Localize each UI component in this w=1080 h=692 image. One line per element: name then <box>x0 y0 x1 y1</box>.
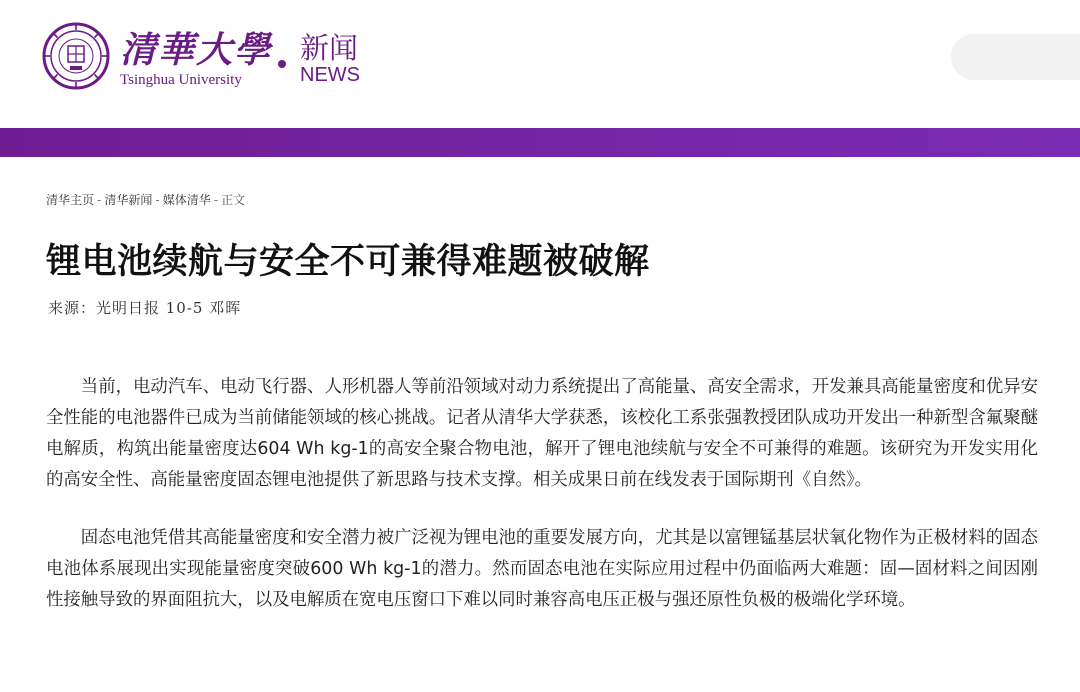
article-source: 来源：光明日报 10-5 邓晖 <box>48 299 242 317</box>
site-header <box>0 0 1080 128</box>
article-paragraph: 当前，电动汽车、电动飞行器、人形机器人等前沿领域对动力系统提出了高能量、高安全需求，开发兼具高能量密度和优异安全性能的电池器件已成为当前储能领域的核心挑战。记者从清华大学获悉，该校化工系张强教授团队成功开发出一种新型含氟聚醚电解质，构筑出能量密度达604 Wh kg-1的高安全聚合物电池，解开了锂电池续航与安全不可兼得的难题。该研究为开发实用化的高安全性、高能量密度固态锂电池提供了新思路与技术支撑。相关成果日前在线发表于国际期刊《自然》。 <box>46 377 1038 490</box>
breadcrumb-news[interactable]: 清华新闻 <box>104 193 153 207</box>
site-logo[interactable] <box>42 20 382 92</box>
brand-name-cn: 清華大學 <box>120 29 273 71</box>
section-title-cn: 新闻 <box>300 31 359 65</box>
breadcrumb-separator: - <box>155 193 160 207</box>
article-body <box>46 372 1038 643</box>
article-paragraph: 固态电池凭借其高能量密度和安全潜力被广泛视为锂电池的重要发展方向，尤其是以富锂锰基层状氧化物作为正极材料的固态电池体系展现出实现能量密度突破600 Wh kg-1的潜力。然而固态电池在实际应用过程中仍面临两大难题：固—固材料之间因刚性接触导致的界面阻抗大，以及电解质在宽电压窗口下难以同时兼容高电压正极与强还原性负极的极端化学环境。 <box>46 528 1038 610</box>
brand-name-en: Tsinghua University <box>120 72 242 88</box>
breadcrumb-separator: - <box>97 193 102 207</box>
breadcrumb <box>46 191 245 208</box>
nav-bar <box>0 128 1080 157</box>
brand-separator-dot <box>278 60 286 68</box>
search-box[interactable] <box>951 34 1080 80</box>
breadcrumb-home[interactable]: 清华主页 <box>46 193 95 207</box>
section-title-en: NEWS <box>300 64 360 86</box>
breadcrumb-separator: - <box>213 193 219 207</box>
article-title: 锂电池续航与安全不可兼得难题被破解 <box>46 242 650 282</box>
breadcrumb-media[interactable]: 媒体清华 <box>162 193 211 207</box>
breadcrumb-current: 正文 <box>221 193 246 207</box>
university-seal-icon <box>42 22 110 90</box>
